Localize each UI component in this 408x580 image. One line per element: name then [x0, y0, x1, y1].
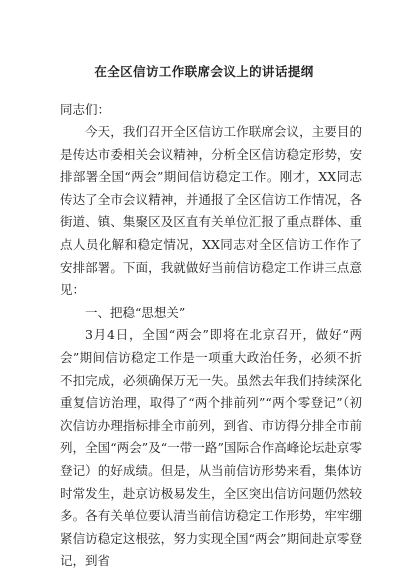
greeting: 同志们：	[60, 102, 111, 117]
paragraph-section-1: 3月4日，全国“两会”即将在北京召开，做好“两会”期间信访稳定工作是一项重大政治任务，必须不折不扣完成，必须确保万无一失。虽然去年我们持续深化重复信访治理，取得了“两个排前列”“两个零登记”（初次信访办理指标排全市前列，到省、市访得分排全市前列，全国“两会”及“一带一路”国际合作高峰论坛赴京零登记）的好成绩。但是，从当前信访形势来看，集体访时常发生，赴京访极易发生，全区突出信访问题仍然较多。各有关单位要认清当前信访稳定工作形势，牢牢绷紧信访稳定这根弦，努力实现全国“两会”期间赴京零登记，到省	[60, 327, 362, 569]
paragraph-intro: 今天，我们召开全区信访工作联席会议，主要目的是传达市委相关会议精神，分析全区信访稳定形势，安排部署全国“两会”期间信访稳定工作。刚才，XX同志传达了全市会议精神，并通报了全区信访工作情况，各街道、镇、集聚区及区直有关单位汇报了重点群体、重点人员化解和稳定情况，XX同志对全区信访工作作了安排部署。下面，我就做好当前信访稳定工作讲三点意见：	[60, 124, 362, 298]
document-title: 在全区信访工作联席会议上的讲话提纲	[94, 64, 314, 79]
document-body	[60, 121, 362, 573]
section-heading-1: 一、把稳“思想关”	[85, 304, 186, 320]
